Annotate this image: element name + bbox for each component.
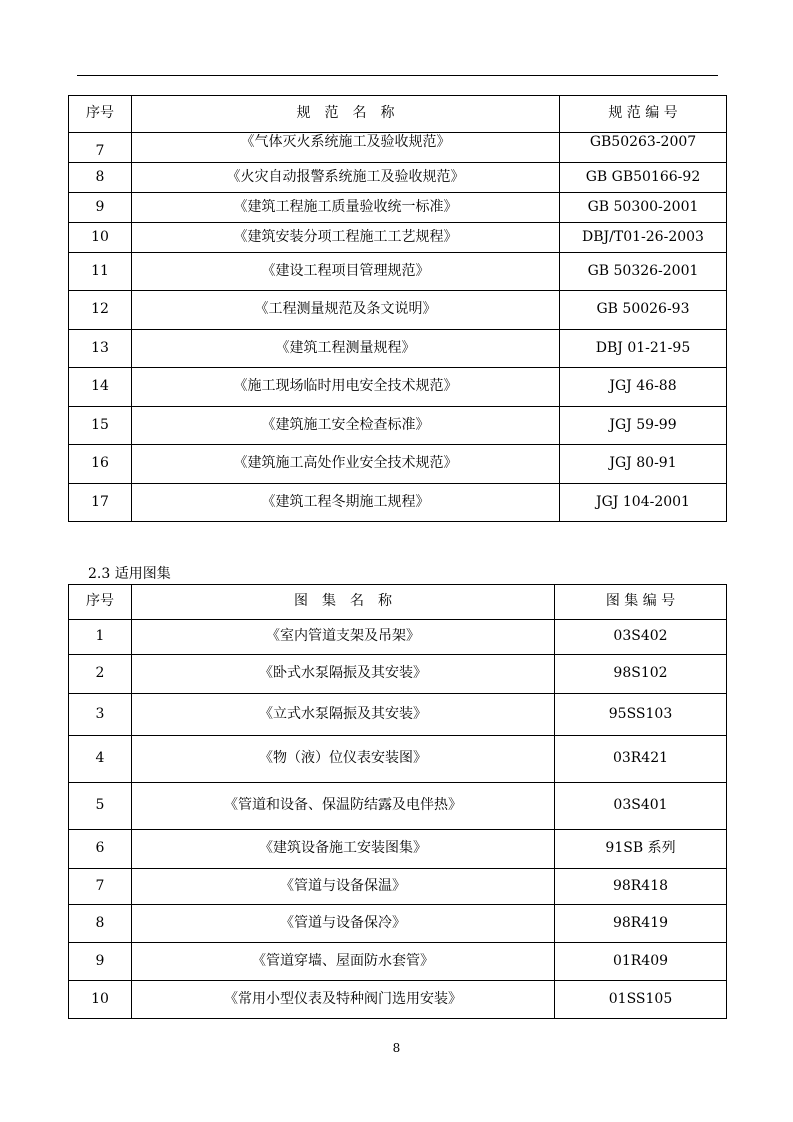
row-no: 17 — [69, 484, 132, 522]
header-no: 序号 — [69, 585, 132, 620]
row-no: 9 — [69, 193, 132, 223]
row-no: 8 — [69, 163, 132, 193]
row-code: JGJ 59-99 — [560, 407, 727, 445]
row-no: 15 — [69, 407, 132, 445]
header-name: 规 范 名 称 — [132, 96, 560, 133]
row-no: 5 — [69, 783, 132, 830]
table-row — [69, 943, 727, 981]
row-name: 《火灾自动报警系统施工及验收规范》 — [132, 163, 560, 193]
row-code: JGJ 46-88 — [560, 368, 727, 407]
standards-table — [68, 95, 727, 522]
row-no: 10 — [69, 223, 132, 253]
atlas-header-row — [69, 585, 727, 620]
row-no: 10 — [69, 981, 132, 1019]
page-number: 8 — [392, 1041, 401, 1055]
row-code: 01SS105 — [555, 981, 727, 1019]
row-name: 《管道穿墙、屋面防水套管》 — [132, 943, 555, 981]
row-no: 13 — [69, 330, 132, 368]
row-name: 《物（液）位仪表安装图》 — [132, 736, 555, 783]
standards-header-row — [69, 96, 727, 133]
table-row — [69, 869, 727, 905]
row-code: 03S401 — [555, 783, 727, 830]
row-code: GB 50026-93 — [560, 291, 727, 330]
row-code: 98S102 — [555, 655, 727, 694]
row-no: 7 — [69, 133, 132, 163]
table-row — [69, 655, 727, 694]
row-no: 1 — [69, 620, 132, 655]
row-name: 《建筑工程测量规程》 — [132, 330, 560, 368]
header-rule — [77, 75, 718, 76]
row-code: 03R421 — [555, 736, 727, 783]
row-code: 95SS103 — [555, 694, 727, 736]
atlas-table — [68, 584, 727, 1019]
table-row — [69, 163, 727, 193]
table-row — [69, 736, 727, 783]
row-name: 《建筑施工安全检查标准》 — [132, 407, 560, 445]
row-code: 98R419 — [555, 905, 727, 943]
table-row — [69, 291, 727, 330]
table-row — [69, 223, 727, 253]
section-title: 2.3 适用图集 — [88, 566, 171, 582]
table-row — [69, 694, 727, 736]
row-code: 91SB 系列 — [555, 830, 727, 869]
table-row — [69, 783, 727, 830]
row-code: GB GB50166-92 — [560, 163, 727, 193]
table-row — [69, 484, 727, 522]
row-code: 03S402 — [555, 620, 727, 655]
row-name: 《建设工程项目管理规范》 — [132, 253, 560, 291]
row-code: DBJ/T01-26-2003 — [560, 223, 727, 253]
header-no: 序号 — [69, 96, 132, 133]
table-row — [69, 830, 727, 869]
header-name: 图 集 名 称 — [132, 585, 555, 620]
row-no: 11 — [69, 253, 132, 291]
table-row — [69, 905, 727, 943]
row-name: 《管道和设备、保温防结露及电伴热》 — [132, 783, 555, 830]
row-name: 《室内管道支架及吊架》 — [132, 620, 555, 655]
header-code: 图 集 编 号 — [555, 585, 727, 620]
row-no: 14 — [69, 368, 132, 407]
row-code: GB 50300-2001 — [560, 193, 727, 223]
table-row — [69, 133, 727, 163]
row-name: 《管道与设备保冷》 — [132, 905, 555, 943]
row-no: 16 — [69, 445, 132, 484]
row-code: 01R409 — [555, 943, 727, 981]
row-name: 《建筑设备施工安装图集》 — [132, 830, 555, 869]
row-name: 《建筑安装分项工程施工工艺规程》 — [132, 223, 560, 253]
row-name: 《建筑工程冬期施工规程》 — [132, 484, 560, 522]
row-code: GB 50326-2001 — [560, 253, 727, 291]
row-name: 《施工现场临时用电安全技术规范》 — [132, 368, 560, 407]
row-name: 《建筑施工高处作业安全技术规范》 — [132, 445, 560, 484]
table-row — [69, 330, 727, 368]
row-no: 12 — [69, 291, 132, 330]
row-name: 《工程测量规范及条文说明》 — [132, 291, 560, 330]
row-no: 2 — [69, 655, 132, 694]
row-name: 《气体灭火系统施工及验收规范》 — [132, 133, 560, 163]
row-code: JGJ 104-2001 — [560, 484, 727, 522]
row-no: 7 — [69, 869, 132, 905]
row-code: JGJ 80-91 — [560, 445, 727, 484]
header-code: 规 范 编 号 — [560, 96, 727, 133]
row-name: 《立式水泵隔振及其安装》 — [132, 694, 555, 736]
table-row — [69, 981, 727, 1019]
table-row — [69, 445, 727, 484]
row-code: DBJ 01-21-95 — [560, 330, 727, 368]
table-row — [69, 620, 727, 655]
row-name: 《建筑工程施工质量验收统一标准》 — [132, 193, 560, 223]
table-row — [69, 253, 727, 291]
row-code: GB50263-2007 — [560, 133, 727, 163]
table-row — [69, 407, 727, 445]
row-no: 3 — [69, 694, 132, 736]
row-no: 8 — [69, 905, 132, 943]
row-name: 《管道与设备保温》 — [132, 869, 555, 905]
row-name: 《常用小型仪表及特种阀门选用安装》 — [132, 981, 555, 1019]
row-no: 4 — [69, 736, 132, 783]
table-row — [69, 193, 727, 223]
row-code: 98R418 — [555, 869, 727, 905]
row-no: 9 — [69, 943, 132, 981]
table-row — [69, 368, 727, 407]
row-name: 《卧式水泵隔振及其安装》 — [132, 655, 555, 694]
row-no: 6 — [69, 830, 132, 869]
